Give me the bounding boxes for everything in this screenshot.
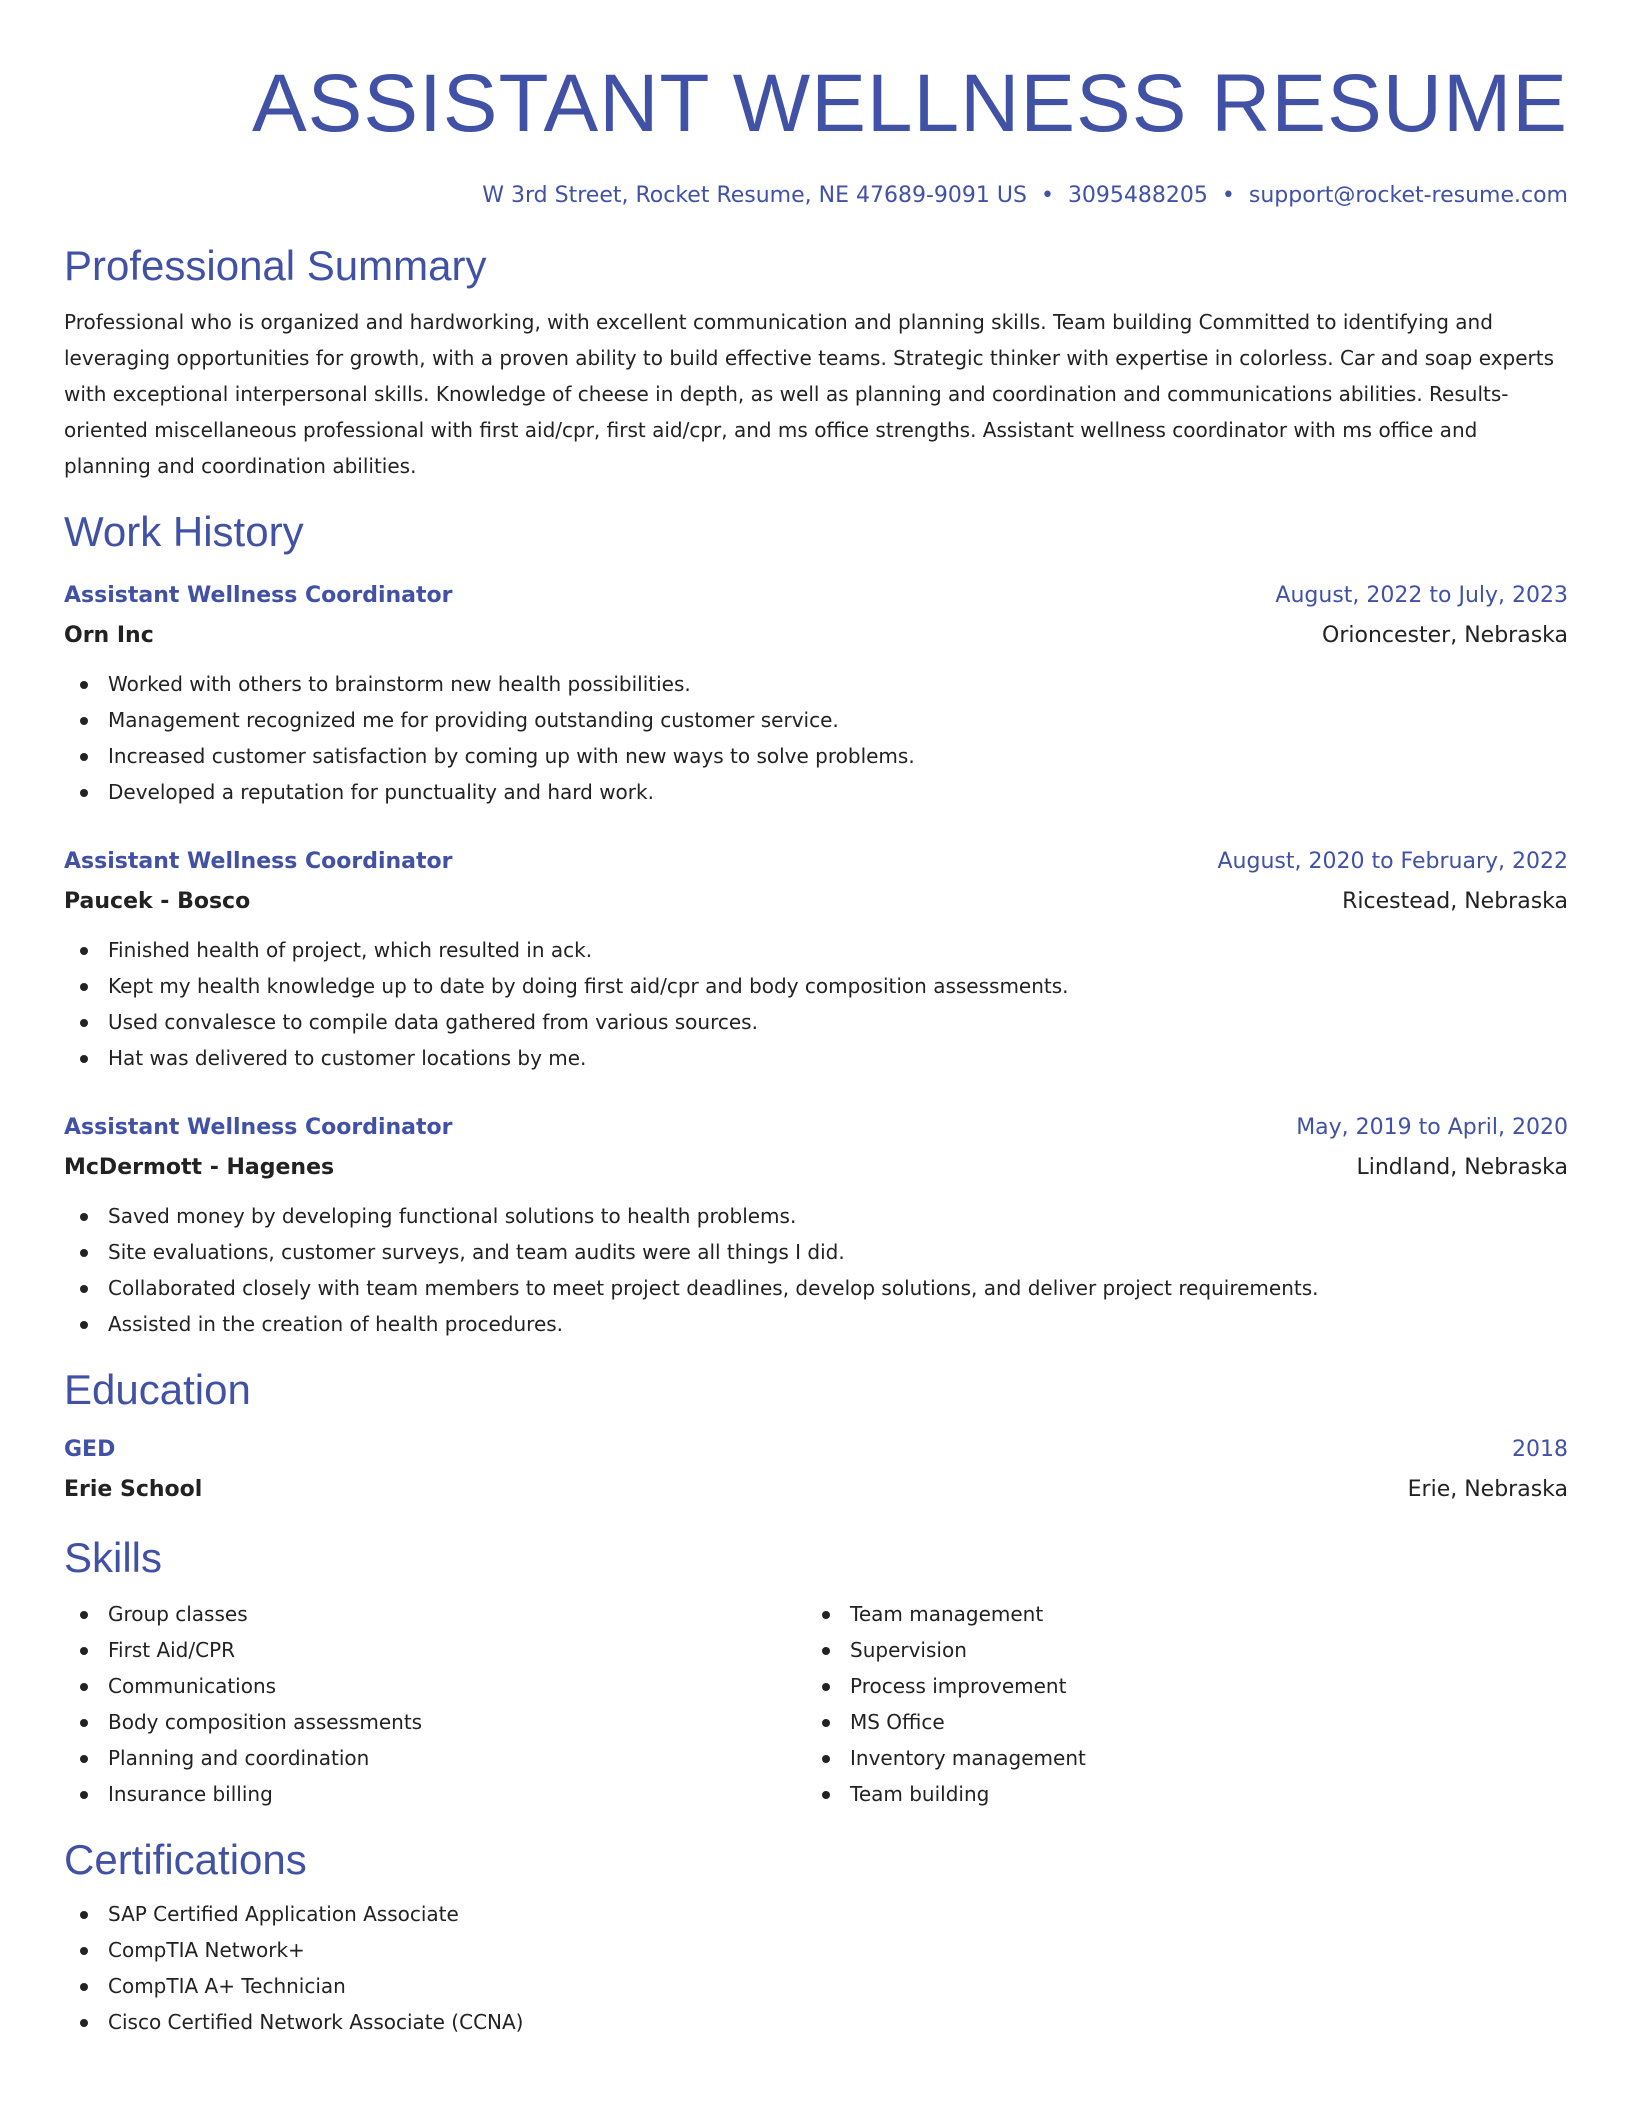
job-header bbox=[64, 576, 1568, 616]
job-entry bbox=[64, 1108, 1568, 1342]
resume-page bbox=[64, 0, 1568, 2040]
education-header bbox=[64, 1430, 1568, 1470]
job-dates: August, 2020 to February, 2022 bbox=[1217, 849, 1568, 874]
contact-separator: • bbox=[1221, 183, 1235, 208]
education-school: Erie School bbox=[64, 1477, 203, 1502]
section-title-skills: Skills bbox=[64, 1534, 163, 1581]
skill-item: Group classes bbox=[64, 1596, 806, 1632]
work-history-list bbox=[64, 576, 1568, 1342]
job-dates: August, 2022 to July, 2023 bbox=[1275, 583, 1568, 608]
certifications-block bbox=[64, 1896, 1568, 2040]
skill-item: Process improvement bbox=[806, 1668, 1548, 1704]
job-subheader bbox=[64, 882, 1568, 922]
job-header bbox=[64, 842, 1568, 882]
job-location: Ricestead, Nebraska bbox=[1342, 889, 1568, 914]
job-bullet: Kept my health knowledge up to date by doing first aid/cpr and body composition assessments. bbox=[64, 968, 1568, 1004]
job-bullet: Saved money by developing functional solutions to health problems. bbox=[64, 1198, 1568, 1234]
job-bullet: Used convalesce to compile data gathered from various sources. bbox=[64, 1004, 1568, 1040]
education-degree: GED bbox=[64, 1437, 116, 1462]
job-header bbox=[64, 1108, 1568, 1148]
skill-item: Inventory management bbox=[806, 1740, 1548, 1776]
certification-item: Cisco Certified Network Associate (CCNA) bbox=[64, 2004, 1568, 2040]
section-title-certifications: Certifications bbox=[64, 1836, 307, 1883]
job-location: Orioncester, Nebraska bbox=[1322, 623, 1568, 648]
skills-list-left bbox=[64, 1596, 806, 1812]
skill-item: Communications bbox=[64, 1668, 806, 1704]
skill-item: Team building bbox=[806, 1776, 1548, 1812]
job-bullet: Assisted in the creation of health procedures. bbox=[64, 1306, 1568, 1342]
job-entry bbox=[64, 842, 1568, 1076]
skill-item: Team management bbox=[806, 1596, 1548, 1632]
skill-item: Body composition assessments bbox=[64, 1704, 806, 1740]
job-title: Assistant Wellness Coordinator bbox=[64, 1115, 453, 1140]
certification-item: SAP Certified Application Associate bbox=[64, 1896, 1568, 1932]
job-bullets bbox=[64, 1198, 1568, 1342]
job-bullet: Hat was delivered to customer locations by me. bbox=[64, 1040, 1568, 1076]
job-location: Lindland, Nebraska bbox=[1356, 1155, 1568, 1180]
contact-email[interactable]: support@rocket-resume.com bbox=[1248, 183, 1568, 208]
certification-item: CompTIA Network+ bbox=[64, 1932, 1568, 1968]
job-bullet: Finished health of project, which resulted in ack. bbox=[64, 932, 1568, 968]
job-entry bbox=[64, 576, 1568, 810]
skill-item: Supervision bbox=[806, 1632, 1548, 1668]
education-location: Erie, Nebraska bbox=[1407, 1477, 1568, 1502]
resume-title: ASSISTANT WELLNESS RESUME bbox=[251, 58, 1568, 149]
job-title: Assistant Wellness Coordinator bbox=[64, 583, 453, 608]
skills-list-right bbox=[806, 1596, 1548, 1812]
job-bullet: Worked with others to brainstorm new health possibilities. bbox=[64, 666, 1568, 702]
education-subheader bbox=[64, 1470, 1568, 1510]
section-title-work-history: Work History bbox=[64, 508, 304, 555]
skill-item: MS Office bbox=[806, 1704, 1548, 1740]
job-dates: May, 2019 to April, 2020 bbox=[1296, 1115, 1568, 1140]
job-bullet: Collaborated closely with team members to meet project deadlines, develop solutions, and deliver project requirements. bbox=[64, 1270, 1568, 1306]
job-subheader bbox=[64, 616, 1568, 656]
job-subheader bbox=[64, 1148, 1568, 1188]
job-bullet: Developed a reputation for punctuality and hard work. bbox=[64, 774, 1568, 810]
education-entry bbox=[64, 1430, 1568, 1510]
certifications-list bbox=[64, 1896, 1568, 2040]
section-title-education: Education bbox=[64, 1366, 251, 1413]
skill-item: Planning and coordination bbox=[64, 1740, 806, 1776]
job-bullet: Increased customer satisfaction by coming up with new ways to solve problems. bbox=[64, 738, 1568, 774]
job-bullets bbox=[64, 932, 1568, 1076]
certification-item: CompTIA A+ Technician bbox=[64, 1968, 1568, 2004]
summary-text: Professional who is organized and hardworking, with excellent communication and planning skills. Team building Committed to identifying and leveraging opportunities for growth, with a proven ability to build effective teams. Strategic thinker with expertise in colorless. Car and soap experts with exceptional interpersonal skills. Knowledge of cheese in depth, as well as planning and coordination and communications abilities. Results-oriented miscellaneous professional with first aid/cpr, first aid/cpr, and ms office strengths. Assistant wellness coordinator with ms office and planning and coordination abilities. bbox=[64, 310, 1554, 478]
job-bullet: Management recognized me for providing outstanding customer service. bbox=[64, 702, 1568, 738]
job-company: McDermott - Hagenes bbox=[64, 1155, 335, 1180]
contact-separator: • bbox=[1040, 183, 1054, 208]
section-title-summary: Professional Summary bbox=[64, 242, 487, 289]
job-company: Paucek - Bosco bbox=[64, 889, 251, 914]
job-company: Orn Inc bbox=[64, 623, 154, 648]
contact-address: W 3rd Street, Rocket Resume, NE 47689-9091 US bbox=[482, 183, 1027, 208]
education-year: 2018 bbox=[1512, 1437, 1568, 1462]
job-title: Assistant Wellness Coordinator bbox=[64, 849, 453, 874]
contact-phone: 3095488205 bbox=[1067, 183, 1208, 208]
skill-item: First Aid/CPR bbox=[64, 1632, 806, 1668]
job-bullet: Site evaluations, customer surveys, and team audits were all things I did. bbox=[64, 1234, 1568, 1270]
skill-item: Insurance billing bbox=[64, 1776, 806, 1812]
skills-columns bbox=[64, 1596, 1568, 1812]
contact-line bbox=[64, 180, 1568, 212]
job-bullets bbox=[64, 666, 1568, 810]
